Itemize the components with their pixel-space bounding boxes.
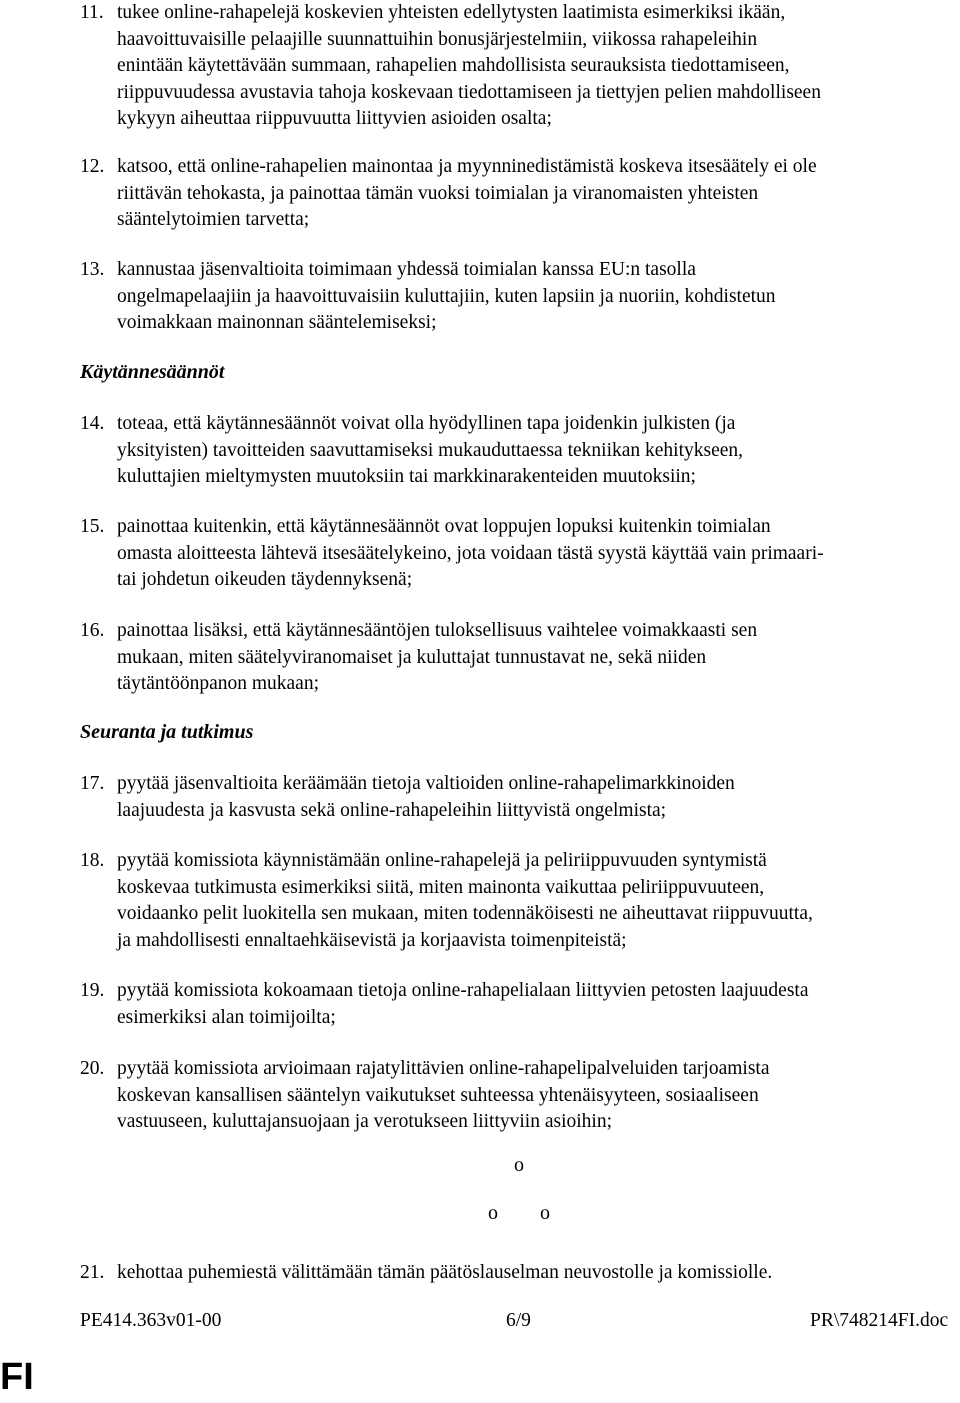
paragraph-text [117,848,960,954]
paragraph-number: 20. [80,1058,105,1079]
separator-mark-top: o [514,1154,524,1176]
paragraph-16 [80,618,960,698]
paragraph-17 [80,771,960,824]
paragraph-number: 12. [80,156,105,177]
footer-doc-ref: PE414.363v01-00 [80,1310,222,1331]
paragraph-text [117,257,960,337]
paragraph-text [117,0,960,133]
text-line: pyytää jäsenvaltioita keräämään tietoja valtioiden online-rahapelimarkkinoiden [117,773,735,794]
text-line: pyytää komissiota kokoamaan tietoja online-rahapelialaan liittyvien petosten laajuudesta [117,980,809,1001]
paragraph-11 [80,0,960,133]
text-line: kehottaa puhemiestä välittämään tämän päätöslauselman neuvostolle ja komissiolle. [117,1262,773,1283]
text-line: vastuuseen, kuluttajansuojaan ja verotukseen liittyviin asioihin; [117,1111,612,1132]
paragraph-number: 13. [80,259,105,280]
paragraph-text [117,514,960,594]
paragraph-number: 14. [80,413,105,434]
text-line: katsoo, että online-rahapelien mainontaa ja myynninedistämistä koskeva itsesäätely ei ole [117,156,817,177]
text-line: riippuvuudessa avustavia tahoja koskevaan tiedottamiseen ja tiettyjen pelien mahdolliseen [117,81,821,103]
footer-page-number: 6/9 [506,1310,531,1331]
text-line: enintään käytettävään summaan, rahapelien mahdollisista seurauksista tiedottamiseen, [117,55,790,76]
section-heading-monitoring: Seuranta ja tutkimus [80,721,254,743]
text-line: voimakkaan mainonnan sääntelemiseksi; [117,312,437,333]
paragraph-number: 15. [80,516,105,537]
paragraph-18 [80,848,960,954]
section-heading-practice: Käytännesäännöt [80,361,225,383]
text-line: mukaan, miten säätelyviranomaiset ja kuluttajat tunnustavat ne, sekä niiden [117,646,707,668]
paragraph-19 [80,978,960,1031]
paragraph-15 [80,514,960,594]
paragraph-14 [80,411,960,491]
text-line: täytäntöönpanon mukaan; [117,673,319,694]
paragraph-12 [80,154,960,234]
text-line: haavoittuvaisille pelaajille suunnattuihin bonusjärjestelmiin, viikossa rahapeleihin [117,28,758,50]
paragraph-number: 16. [80,620,105,641]
paragraph-text [117,154,960,234]
paragraph-text [117,978,960,1031]
text-line: sääntelytoimien tarvetta; [117,209,310,230]
text-line: ja mahdollisesti ennaltaehkäisevistä ja korjaavista toimenpiteistä; [117,929,627,951]
paragraph-number: 18. [80,850,105,871]
paragraph-text [117,771,960,824]
text-line: riittävän tehokasta, ja painottaa tämän vuoksi toimialan ja viranomaisten yhteisten [117,182,759,204]
text-line: kannustaa jäsenvaltioita toimimaan yhdessä toimialan kanssa EU:n tasolla [117,259,696,280]
paragraph-number: 11. [80,2,104,23]
paragraph-text [117,1260,960,1287]
text-line: esimerkiksi alan toimijoilta; [117,1006,336,1028]
text-line: omasta aloitteesta lähtevä itsesäätelykeino, jota voidaan tästä syystä käyttää vain primaari- [117,542,824,564]
paragraph-21 [80,1260,960,1287]
text-line: voidaanko pelit luokitella sen mukaan, miten todennäköisesti ne aiheuttavat riippuvuutta, [117,903,813,924]
separator-mark-right: o [540,1202,550,1224]
language-code: FI [0,1356,34,1398]
text-line: painottaa kuitenkin, että käytännesäännöt ovat loppujen lopuksi kuitenkin toimialan [117,516,771,537]
text-line: yksityisten) tavoitteiden saavuttamiseksi mukauduttaessa tekniikan kehitykseen, [117,439,744,461]
text-line: koskevan kansallisen sääntelyn vaikutukset suhteessa yhtenäisyyteen, sosiaaliseen [117,1084,759,1106]
text-line: tukee online-rahapelejä koskevien yhteisten edellytysten laatimista esimerkiksi ikään, [117,2,786,23]
text-line: pyytää komissiota arvioimaan rajatylittävien online-rahapelipalveluiden tarjoamista [117,1058,770,1079]
text-line: pyytää komissiota käynnistämään online-rahapelejä ja peliriippuvuuden syntymistä [117,850,767,871]
footer-file-name: PR\748214FI.doc [810,1310,949,1331]
text-line: painottaa lisäksi, että käytännesääntöjen tuloksellisuus vaihtelee voimakkaasti sen [117,620,758,641]
text-line: laajuudesta ja kasvusta sekä online-rahapeleihin liittyvistä ongelmista; [117,799,667,821]
paragraph-text [117,411,960,491]
text-line: kykyyn aiheuttaa riippuvuutta liittyvien asioiden osalta; [117,108,552,129]
paragraph-text [117,618,960,698]
paragraph-13 [80,257,960,337]
paragraph-20 [80,1056,960,1136]
paragraph-number: 21. [80,1262,105,1283]
text-line: toteaa, että käytännesäännöt voivat olla hyödyllinen tapa joidenkin julkisten (ja [117,413,736,434]
text-line: koskevaa tutkimusta esimerkiksi siitä, miten mainonta vaikuttaa peliriippuvuuteen, [117,876,765,898]
text-line: kuluttajien mieltymysten muutoksiin tai markkinarakenteiden muutoksiin; [117,466,696,487]
paragraph-number: 19. [80,980,105,1001]
paragraph-number: 17. [80,773,105,794]
separator-mark-left: o [488,1202,498,1224]
text-line: tai johdetun oikeuden täydennyksenä; [117,569,413,590]
paragraph-text [117,1056,960,1136]
text-line: ongelmapelaajiin ja haavoittuvaisiin kuluttajiin, kuten lapsiin ja nuoriin, kohdistetun [117,285,776,307]
